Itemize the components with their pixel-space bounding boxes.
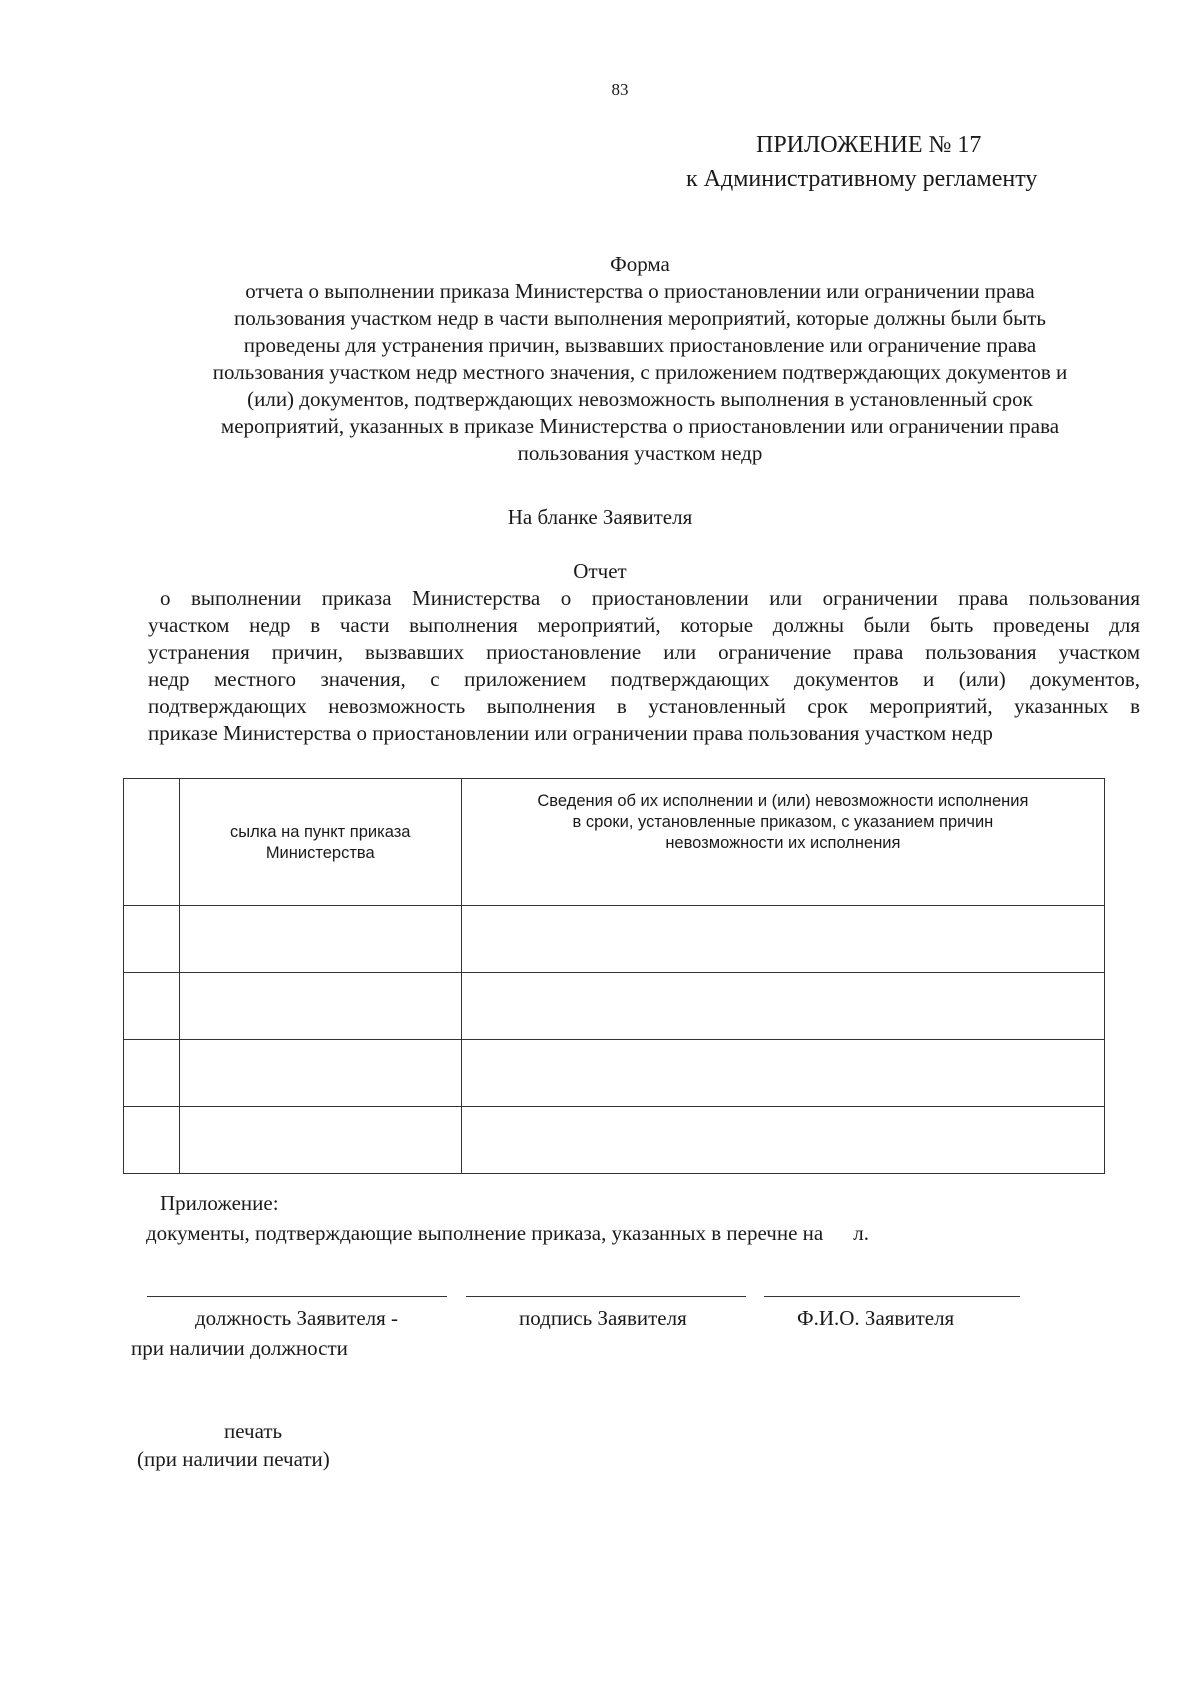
form-heading: Форма: [610, 252, 670, 276]
form-line: мероприятий, указанных в приказе Министерства о приостановлении или ограничении права: [220, 414, 1060, 438]
report-line: участком недр в части выполнения мероприятий, которые должны были быть проведены для: [148, 613, 1140, 637]
table-cell[interactable]: [461, 1107, 1104, 1174]
header-cell-order-reference: [179, 779, 461, 906]
report-line: устранения причин, вызвавших приостановление или ограничение права пользования участком: [148, 640, 1140, 664]
table-cell[interactable]: [124, 906, 180, 973]
report-description: [148, 585, 1140, 747]
position-label: должность Заявителя -: [195, 1306, 399, 1330]
table-cell[interactable]: [179, 906, 461, 973]
table-cell[interactable]: [179, 973, 461, 1040]
table-cell[interactable]: [461, 1040, 1104, 1107]
report-line: недр местного значения, с приложением подтверждающих документов и (или) документов,: [148, 667, 1140, 691]
appendix-title: ПРИЛОЖЕНИЕ № 17: [756, 132, 982, 158]
position-signature-line[interactable]: [147, 1296, 447, 1297]
table-row: [124, 906, 1105, 973]
signature-label: подпись Заявителя: [519, 1306, 687, 1330]
table-row: [124, 1107, 1105, 1174]
table-row: [124, 973, 1105, 1040]
stamp-label: печать: [224, 1419, 283, 1443]
name-signature-line[interactable]: [764, 1296, 1020, 1297]
form-line: пользования участком недр в части выполнения мероприятий, которые должны были быть: [234, 306, 1046, 330]
header-text-line: невозможности их исполнения: [665, 834, 901, 852]
report-line: о выполнении приказа Министерства о приостановлении или ограничении права пользования: [160, 586, 1140, 610]
table-row: [124, 1040, 1105, 1107]
header-text-line: сылка на пункт приказа: [230, 823, 411, 841]
form-line: проведены для устранения причин, вызвавших приостановление или ограничение права: [243, 333, 1037, 357]
page-number: 83: [611, 80, 629, 99]
blank-note: На бланке Заявителя: [507, 505, 693, 529]
header-cell-number: [124, 779, 180, 906]
appendix-subtitle: к Административному регламенту: [686, 166, 1038, 192]
header-text-line: Сведения об их исполнении и (или) невозможности исполнения: [537, 792, 1029, 810]
report-line: приказе Министерства о приостановлении или ограничении права пользования участком недр: [148, 721, 993, 745]
attachment-text: [146, 1221, 869, 1246]
table-cell[interactable]: [461, 973, 1104, 1040]
header-text-line: Министерства: [265, 844, 375, 862]
form-line: отчета о выполнении приказа Министерства о приостановлении или ограничении права: [245, 279, 1035, 303]
table-cell[interactable]: [124, 973, 180, 1040]
form-line: пользования участком недр местного значения, с приложением подтверждающих документов и: [212, 360, 1068, 384]
table-header-row: [124, 779, 1105, 906]
table-cell[interactable]: [124, 1107, 180, 1174]
report-line: подтверждающих невозможность выполнения в установленный срок мероприятий, указанных в: [148, 694, 1140, 718]
position-note: при наличии должности: [131, 1336, 348, 1360]
header-cell-execution-info: [461, 779, 1104, 906]
attachment-suffix: л.: [853, 1221, 869, 1245]
header-text-line: в сроки, установленные приказом, с указанием причин: [572, 813, 994, 831]
table-cell[interactable]: [179, 1107, 461, 1174]
attachment-label: Приложение:: [160, 1191, 279, 1215]
appendix-header: [620, 128, 1100, 196]
table-cell[interactable]: [124, 1040, 180, 1107]
table-cell[interactable]: [461, 906, 1104, 973]
stamp-note: (при наличии печати): [137, 1447, 330, 1471]
attachment-description: документы, подтверждающие выполнение приказа, указанных в перечне на: [146, 1221, 824, 1245]
form-line: (или) документов, подтверждающих невозможность выполнения в установленный срок: [247, 387, 1033, 411]
report-heading: Отчет: [573, 559, 627, 583]
table-cell[interactable]: [179, 1040, 461, 1107]
form-line: пользования участком недр: [517, 441, 763, 465]
form-description: [140, 251, 1140, 467]
signature-line[interactable]: [466, 1296, 746, 1297]
report-table: [123, 778, 1105, 1174]
name-label: Ф.И.О. Заявителя: [797, 1306, 955, 1330]
